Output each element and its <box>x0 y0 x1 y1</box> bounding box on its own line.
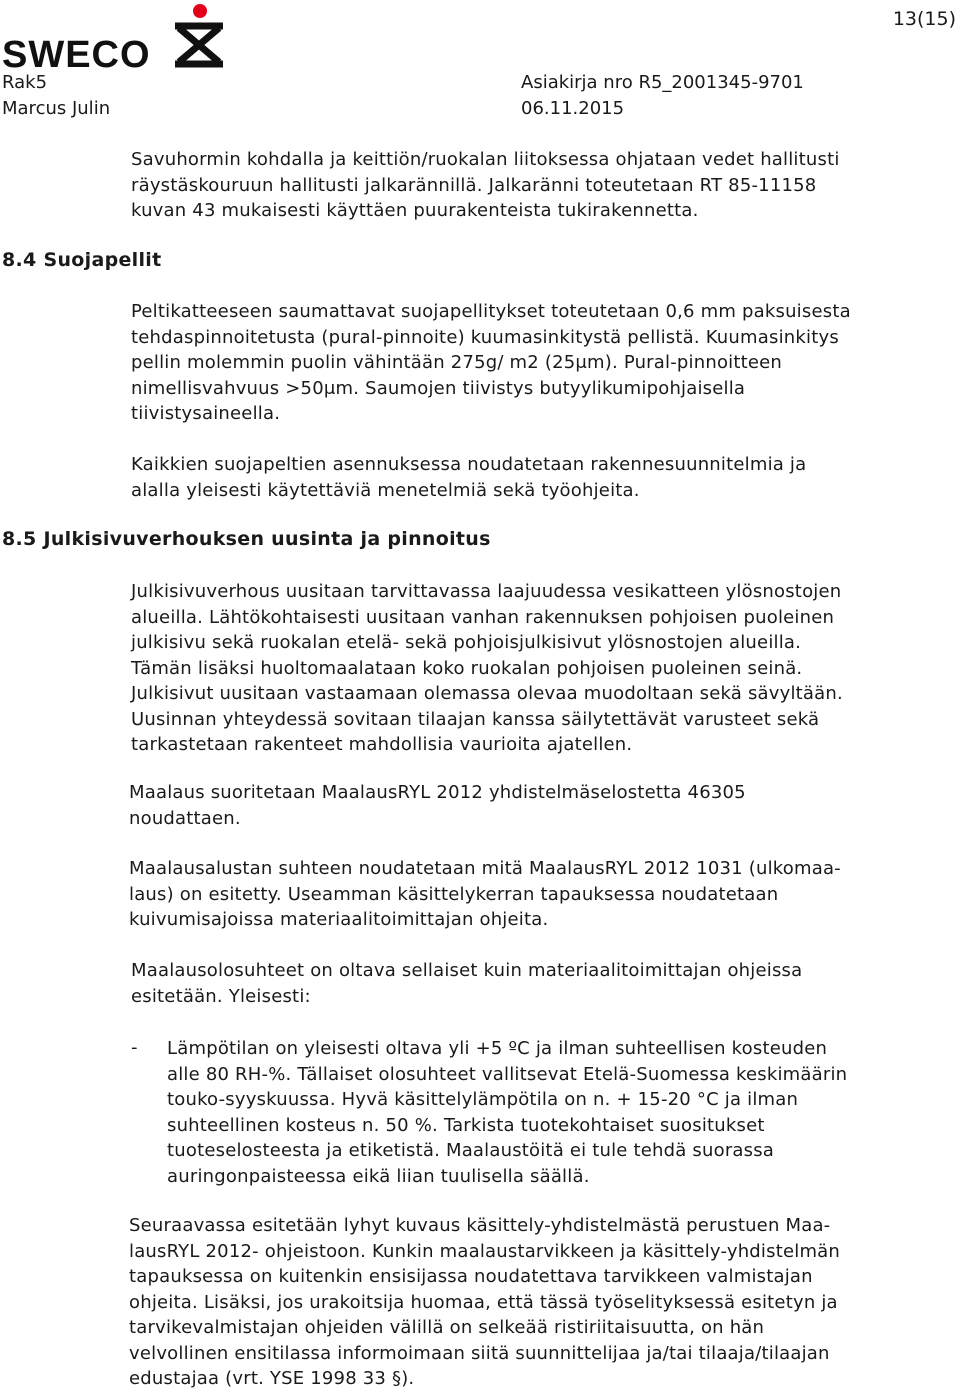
text-line: suhteellinen kosteus n. 50 %. Tarkista tuotekohtaiset suositukset <box>167 1114 765 1136</box>
text-line: nimellisvahvuus >50μm. Saumojen tiivistys butyylikumipohjaisella <box>131 377 746 399</box>
list-item <box>167 1036 847 1189</box>
text-line: Uusinnan yhteydessä sovitaan tilaajan kanssa säilytettävät varusteet sekä <box>131 708 820 730</box>
section-8-5-paragraph-2 <box>129 780 746 831</box>
text-line: ohjeita. Lisäksi, jos urakoitsija huomaa, että tässä työselityksessä esitetyn ja <box>129 1291 838 1313</box>
document-date: 06.11.2015 <box>521 98 625 119</box>
text-line: Savuhormin kohdalla ja keittiön/ruokalan liitoksessa ohjataan vedet hallitusti <box>131 149 840 170</box>
text-line: Kaikkien suojapeltien asennuksessa noudatetaan rakennesuunnitelmia ja <box>131 454 807 475</box>
text-line: alalla yleisesti käytettäviä menetelmiä sekä työohjeita. <box>131 479 640 501</box>
author-name: Marcus Julin <box>2 98 111 119</box>
intro-paragraph <box>131 147 840 224</box>
text-line: kuivumisajoissa materiaalitoimittajan ohjeita. <box>129 909 549 930</box>
section-8-4-paragraph-2 <box>131 452 806 503</box>
text-line: touko-syyskuussa. Hyvä käsittelylämpötila on n. + 15-20 °C ja ilman <box>167 1089 799 1110</box>
text-line: Seuraavassa esitetään lyhyt kuvaus käsittely-yhdistelmästä perustuen Maa- <box>129 1215 831 1236</box>
section-8-5-paragraph-1 <box>131 579 843 758</box>
text-line: pellin molemmin puolin vähintään 275g/ m2 (25μm). Pural-pinnoitteen <box>131 352 783 373</box>
section-8-4-paragraph-1 <box>131 299 851 427</box>
project-name: Rak5 <box>2 72 48 93</box>
text-line: räystäskouruun hallitusti jalkarännillä. Jalkaränni toteutetaan RT 85-11158 <box>131 174 817 196</box>
text-line: lausRYL 2012- ohjeistoon. Kunkin maalaustarvikkeen ja käsittely-yhdistelmän <box>129 1240 841 1262</box>
text-line: noudattaen. <box>129 807 241 829</box>
text-line: Maalausalustan suhteen noudatetaan mitä MaalausRYL 2012 1031 (ulkomaa- <box>129 858 841 879</box>
document-number: Asiakirja nro R5_2001345-9701 <box>521 72 804 93</box>
text-line: tarvikevalmistajan ohjeiden välillä on selkeää ristiriitaisuutta, on hän <box>129 1317 765 1338</box>
text-line: Lämpötilan on yleisesti oltava yli +5 ºC ja ilman suhteellisen kosteuden <box>167 1038 828 1059</box>
text-line: esitetään. Yleisesti: <box>131 985 311 1007</box>
section-heading-8-5: 8.5 Julkisivuverhouksen uusinta ja pinnoitus <box>2 528 491 550</box>
text-line: julkisivu sekä ruokalan etelä- sekä pohjoisjulkisivut ylösnostojen alueilla. <box>131 632 802 653</box>
text-line: tuoteselosteesta ja etiketistä. Maalaustöitä ei tule tehdä suorassa <box>167 1140 775 1161</box>
section-8-5-paragraph-5 <box>129 1213 840 1392</box>
sweco-logo-icon <box>165 2 229 68</box>
text-line: Julkisivuverhous uusitaan tarvittavassa laajuudessa vesikatteen ylösnostojen <box>131 581 842 602</box>
text-line: tapauksessa on kuitenkin ensisijassa noudatettava tarvikkeen valmistajan <box>129 1266 813 1287</box>
text-line: Tämän lisäksi huoltomaalataan koko ruokalan pohjoisen puoleinen seinä. <box>131 657 803 679</box>
page-number: 13(15) <box>892 8 956 30</box>
text-line: auringonpaisteessa eikä liian tuulisella säällä. <box>167 1165 590 1187</box>
text-line: edustajaa (vrt. YSE 1998 33 §). <box>129 1368 415 1389</box>
text-line: alle 80 RH-%. Tällaiset olosuhteet vallitsevat Etelä-Suomessa keskimäärin <box>167 1063 848 1085</box>
text-line: tarkastetaan rakenteet mahdollisia vaurioita ajatellen. <box>131 734 633 755</box>
text-line: alueilla. Lähtökohtaisesti uusitaan vanhan rakennuksen pohjoisen puoleinen <box>131 606 835 628</box>
text-line: Maalaus suoritetaan MaalausRYL 2012 yhdistelmäselostetta 46305 <box>129 782 746 803</box>
text-line: Julkisivut uusitaan vastaamaan olemassa olevaa muodoltaan sekä sävyltään. <box>131 683 843 704</box>
section-8-5-paragraph-3 <box>129 856 841 933</box>
section-heading-8-4: 8.4 Suojapellit <box>2 249 162 271</box>
list-bullet-marker: - <box>131 1037 138 1058</box>
text-line: kuvan 43 mukaisesti käyttäen puurakenteista tukirakennetta. <box>131 200 699 221</box>
section-8-5-paragraph-4 <box>131 958 802 1009</box>
text-line: Maalausolosuhteet on oltava sellaiset kuin materiaalitoimittajan ohjeissa <box>131 960 803 981</box>
text-line: tiivistysaineella. <box>131 403 281 424</box>
text-line: tehdaspinnoitetusta (pural-pinnoite) kuumasinkitystä pellistä. Kuumasinkitys <box>131 326 839 348</box>
text-line: Peltikatteeseen saumattavat suojapellitykset toteutetaan 0,6 mm paksuisesta <box>131 301 851 322</box>
text-line: velvollinen ensitilassa informoimaan siitä suunnittelijaa ja/tai tilaaja/tilaajan <box>129 1342 830 1364</box>
company-logo-text: SWECO <box>2 34 151 76</box>
text-line: laus) on esitetty. Useamman käsittelykerran tapauksessa noudatetaan <box>129 883 779 905</box>
